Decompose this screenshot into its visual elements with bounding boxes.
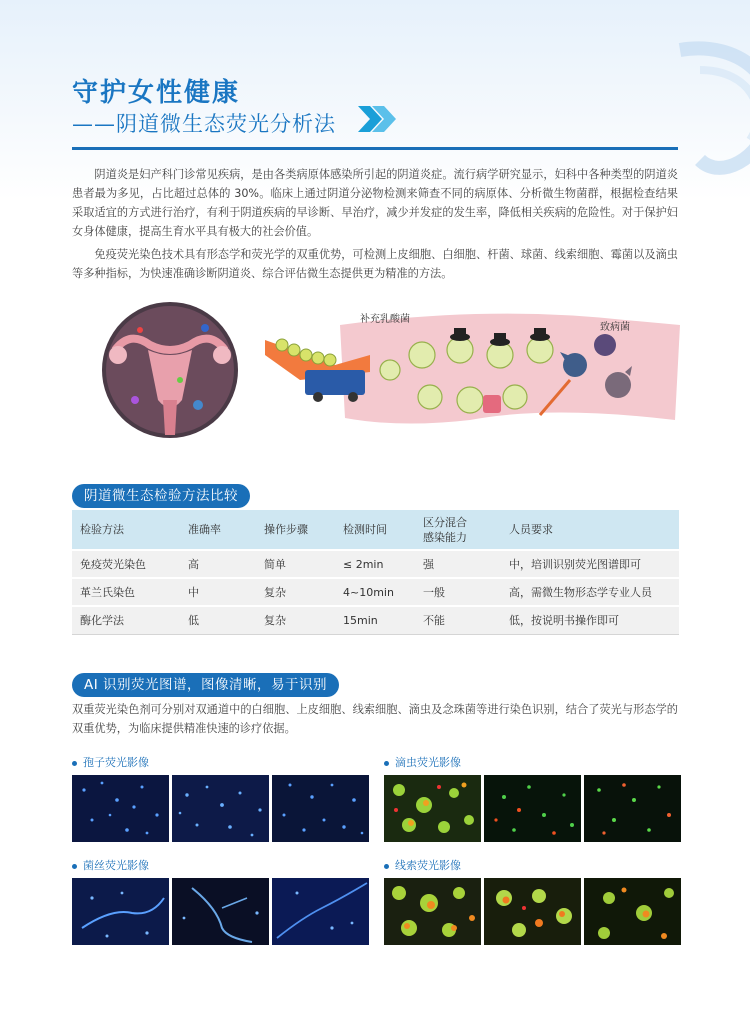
- bullet-icon: [384, 761, 389, 766]
- bullet-icon: [72, 761, 77, 766]
- trichomonas-fluorescence-image: [484, 775, 581, 842]
- comparison-table: [72, 510, 679, 635]
- trichomonas-label-text: 滴虫荧光影像: [395, 756, 461, 769]
- decorative-ribbon: [660, 40, 750, 180]
- cell: 一般: [415, 578, 501, 606]
- cell: 强: [415, 550, 501, 578]
- cell: 4~10min: [335, 578, 415, 606]
- clue-fluorescence-image: [584, 878, 681, 945]
- title-divider: [72, 147, 678, 150]
- header-method: 检验方法: [72, 510, 180, 550]
- cell: 革兰氏染色: [72, 578, 180, 606]
- cell: 酶化学法: [72, 606, 180, 634]
- probiotic-label: 补充乳酸菌: [360, 314, 410, 325]
- cell: 复杂: [256, 606, 335, 634]
- cell: ≤ 2min: [335, 550, 415, 578]
- cell: 复杂: [256, 578, 335, 606]
- header-staff: 人员要求: [501, 510, 679, 550]
- ai-section-title: AI 识别荧光图谱，图像清晰，易于识别: [72, 673, 339, 697]
- ai-description: 双重荧光染色剂可分别对双通道中的白细胞、上皮细胞、线索细胞、滴虫及念珠菌等进行染色识别，结合了荧光与形态学的双重优势，为临床提供精准快速的诊疗依据。: [72, 703, 678, 735]
- clue-label-text: 线索荧光影像: [395, 859, 461, 872]
- header-mixed-line2: 感染能力: [423, 530, 467, 544]
- intro-paragraph-2: 免疫荧光染色技术具有形态学和荧光学的双重优势，可检测上皮细胞、白细胞、杆菌、球菌、线索细胞、霉菌以及滴虫等多种指标，为快速准确诊断阴道炎、综合评估微生态提供更为精准的方法。: [72, 248, 678, 280]
- clue-fluorescence-image: [384, 878, 481, 945]
- cell: 中，培训识别荧光图谱即可: [501, 550, 679, 578]
- hyphae-gallery-label: [72, 857, 149, 873]
- cell: 不能: [415, 606, 501, 634]
- header-mixed-line1: 区分混合: [423, 515, 467, 529]
- table-header-row: [72, 510, 679, 550]
- bullet-icon: [384, 864, 389, 869]
- page-title: 守护女性健康: [72, 78, 241, 108]
- cell: 低: [180, 606, 256, 634]
- page-subtitle: ——阴道微生态荧光分析法: [72, 112, 336, 136]
- trichomonas-image-row: [384, 775, 681, 842]
- hyphae-image-row: [72, 878, 369, 945]
- bullet-icon: [72, 864, 77, 869]
- spore-fluorescence-image: [172, 775, 269, 842]
- double-chevron-icon: [356, 104, 398, 134]
- intro-paragraph-1: 阴道炎是妇产科门诊常见疾病，是由各类病原体感染所引起的阴道炎症。流行病学研究显示，妇科中各种类型的阴道炎患者最为多见，占比超过总体的 30%。临床上通过阴道分泌物检测来筛查不同的病原体、分析微生物菌群，根据检查结果采取适宜的方式进行治疗，有利于阴道疾病的早诊断、早治疗，减少并发症的发生率，降低相关疾病的危险性。对于保护妇女身体健康，提高生育水平具有极大的社会价值。: [72, 168, 678, 238]
- table-row: [72, 606, 679, 634]
- spore-gallery-label: [72, 754, 149, 770]
- clue-fluorescence-image: [484, 878, 581, 945]
- hyphae-label-text: 菌丝荧光影像: [83, 859, 149, 872]
- spore-fluorescence-image: [72, 775, 169, 842]
- uterus-illustration: [102, 302, 238, 438]
- clue-image-row: [384, 878, 681, 945]
- trichomonas-fluorescence-image: [584, 775, 681, 842]
- header-time: 检测时间: [335, 510, 415, 550]
- header-steps: 操作步骤: [256, 510, 335, 550]
- comparison-section-title: 阴道微生态检验方法比较: [72, 484, 250, 508]
- trichomonas-fluorescence-image: [384, 775, 481, 842]
- header-accuracy: 准确率: [180, 510, 256, 550]
- header-mixed-infection: [415, 510, 501, 550]
- cell: 免疫荧光染色: [72, 550, 180, 578]
- cell: 简单: [256, 550, 335, 578]
- hyphae-fluorescence-image: [172, 878, 269, 945]
- spore-fluorescence-image: [272, 775, 369, 842]
- clue-gallery-label: [384, 857, 461, 873]
- table-row: [72, 550, 679, 578]
- table-row: [72, 578, 679, 606]
- spore-image-row: [72, 775, 369, 842]
- hyphae-fluorescence-image: [72, 878, 169, 945]
- cell: 高，需微生物形态学专业人员: [501, 578, 679, 606]
- trichomonas-gallery-label: [384, 754, 461, 770]
- cell: 低，按说明书操作即可: [501, 606, 679, 634]
- cell: 中: [180, 578, 256, 606]
- spore-label-text: 孢子荧光影像: [83, 756, 149, 769]
- pathogen-label: 致病菌: [600, 322, 630, 333]
- microbiome-illustration: [70, 300, 685, 450]
- hyphae-fluorescence-image: [272, 878, 369, 945]
- cell: 15min: [335, 606, 415, 634]
- cell: 高: [180, 550, 256, 578]
